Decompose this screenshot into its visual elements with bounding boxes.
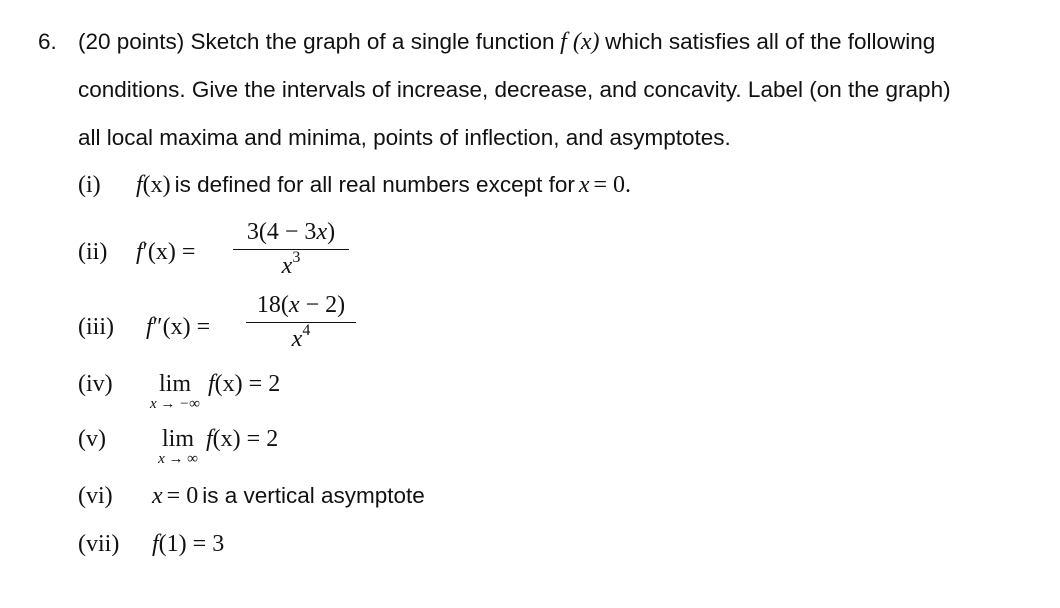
condition-ii-fraction [233,219,349,280]
problem-number: 6. [38,29,57,54]
condition-iii-f: f [146,314,153,340]
condition-iv-limit [144,371,206,411]
condition-vii-label: (vii) [78,531,120,557]
condition-iii-den-x: x [291,326,303,353]
condition-v-f: f [206,426,213,452]
condition-i-f: f [136,172,143,198]
condition-ii-f: f [136,239,143,265]
condition-iii-den-pow: 4 [302,322,311,340]
condition-ii-num-close: ) [327,219,336,245]
condition-iii-num-x: x [288,292,300,318]
condition-vi-text: is a vertical asymptote [202,483,425,508]
problem-line-2: conditions. Give the intervals of increase, decrease, and concavity. Label (on the graph) [78,77,951,102]
condition-v-limit [150,426,206,466]
condition-ii-num-x: x [316,219,328,245]
condition-iv-rest: (x) = 2 [214,371,281,397]
problem-line-1 [78,29,935,56]
problem-line-3: all local maxima and minima, points of inflection, and asymptotes. [78,125,731,150]
condition-iv-label: (iv) [78,371,113,397]
condition-ii-den-x: x [281,253,293,280]
condition-iv-expr [208,371,280,398]
condition-ii-fraction-bar [233,249,349,250]
condition-ii-num-text: 3(4 − 3 [246,219,317,245]
condition-v-label: (v) [78,426,106,452]
condition-ii-denominator [233,249,349,280]
condition-i-text: is defined for all real numbers except for [174,172,575,197]
condition-ii-lhs [136,239,195,266]
condition-iv-lim: lim [158,371,191,397]
condition-iii-numerator [246,292,356,319]
condition-vii-rest: (1) = 3 [158,531,225,557]
problem-line-1-text: (20 points) Sketch the graph of a single function [78,29,555,54]
condition-v-sub: x → ∞ [158,451,198,467]
problem-line-1-math: f (x) [560,29,600,55]
condition-iii-lhs [146,314,210,341]
condition-v-lim: lim [161,426,194,452]
condition-iii-lhs-rest: ″(x) = [152,314,211,340]
condition-ii-lhs-rest: ′(x) = [142,239,196,265]
condition-iii-label: (iii) [78,314,114,340]
condition-iii-num-rest: − 2) [299,292,346,318]
condition-iii-fraction-bar [246,322,356,323]
condition-ii-den-pow: 3 [292,249,301,267]
condition-v-rest: (x) = 2 [212,426,279,452]
condition-iii-denominator [246,322,356,353]
problem-line-1-end: which satisfies all of the following [605,29,936,54]
condition-ii-label: (ii) [78,239,108,265]
condition-i-label: (i) [78,172,101,198]
condition-vi-label: (vi) [78,483,113,509]
condition-iv-sub: x → −∞ [150,396,200,412]
condition-vii-expr [152,531,224,558]
condition-i [136,172,631,199]
condition-ii-numerator [233,219,349,246]
condition-vii-f: f [152,531,159,557]
condition-i-arg: (x) [142,172,171,198]
condition-iv-f: f [208,371,215,397]
condition-i-eq: = 0. [593,172,632,198]
condition-vi-var: x [152,483,163,509]
condition-i-var: x [578,172,590,198]
condition-v-expr [206,426,278,453]
condition-iii-num-text: 18( [256,292,289,318]
condition-vi-eq: = 0 [166,483,199,509]
condition-iii-fraction [246,292,356,353]
condition-vi [152,483,425,510]
